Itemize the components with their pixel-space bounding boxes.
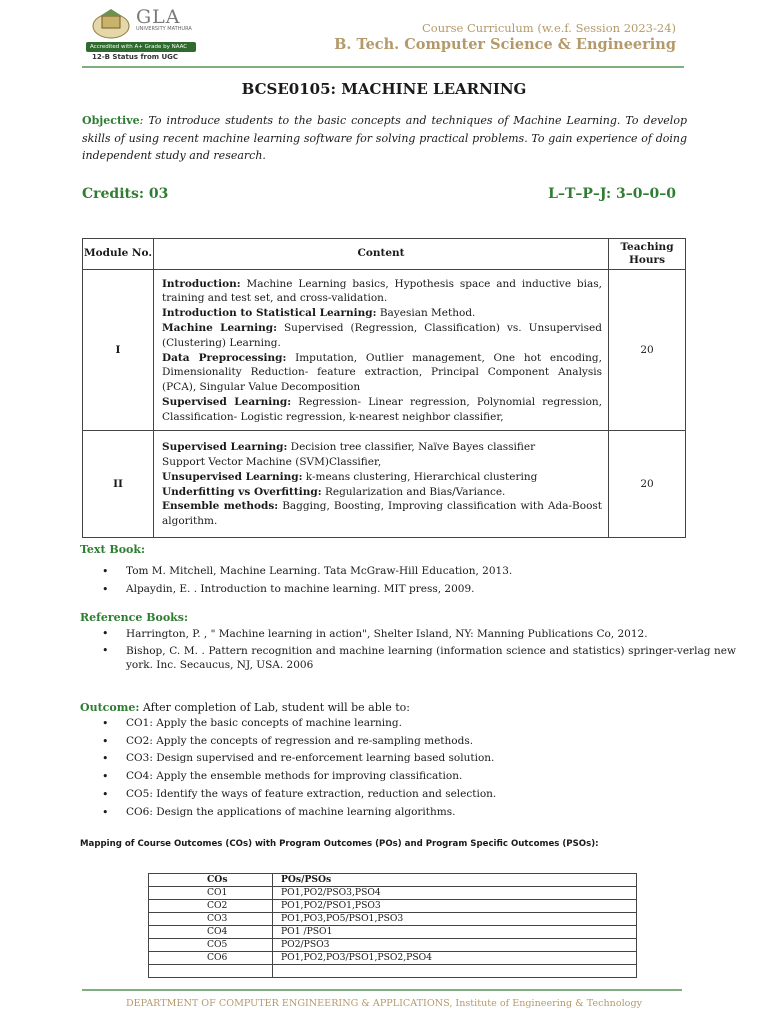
- outcome-label: Outcome:: [80, 701, 140, 714]
- hours-header: Teaching Hours: [609, 239, 686, 270]
- list-item: • CO4: Apply the ensemble methods for improving classification.: [126, 768, 736, 786]
- teaching-hours: 20: [609, 431, 686, 538]
- list-item: • CO3: Design supervised and re-enforcement learning based solution.: [126, 750, 736, 768]
- outcome-heading: [80, 701, 410, 714]
- cos-header: COs: [149, 874, 273, 887]
- text-book-heading: Text Book:: [80, 543, 146, 556]
- outcome-intro: After completion of Lab, student will be able to:: [139, 701, 411, 714]
- list-item: • CO2: Apply the concepts of regression and re-sampling methods.: [126, 733, 736, 751]
- logo-sub: UNIVERSITY MATHURA: [136, 26, 192, 32]
- table-row: CO2 PO1,PO2/PSO1,PSO3: [149, 900, 637, 913]
- reference-books-heading: Reference Books:: [80, 611, 189, 624]
- pos-header: POs/PSOs: [273, 874, 637, 887]
- table-row: [83, 431, 686, 538]
- credits: Credits: 03: [82, 186, 169, 202]
- objective-text: : To introduce students to the basic concepts and techniques of Machine Learning. To develop skills of using recent machine learning software for solving practical problems. To gain experience of doing independent study and research.: [82, 114, 687, 162]
- list-item: • CO6: Design the applications of machine learning algorithms.: [126, 804, 736, 822]
- university-logo: [86, 6, 204, 60]
- table-row: [149, 965, 637, 978]
- table-row: CO3 PO1,PO3,PO5/PSO1,PSO3: [149, 913, 637, 926]
- ugc-status: 12-B Status from UGC: [92, 53, 179, 61]
- table-row: [149, 874, 637, 887]
- ltpj: L–T–P–J: 3–0–0–0: [548, 186, 676, 202]
- logo-name: GLA: [136, 6, 181, 28]
- module-number: II: [83, 431, 154, 538]
- course-title: BCSE0105: MACHINE LEARNING: [241, 80, 527, 98]
- text-book-list: [80, 563, 736, 598]
- crest-icon: [88, 6, 134, 40]
- curriculum-session: Course Curriculum (w.e.f. Session 2023-24): [421, 21, 676, 35]
- naac-badge: Accredited with A+ Grade by NAAC: [86, 42, 196, 52]
- teaching-hours: 20: [609, 270, 686, 431]
- reference-books-list: [80, 627, 736, 675]
- header-rule: [82, 66, 684, 68]
- list-item: • Alpaydin, E. . Introduction to machine learning. MIT press, 2009.: [126, 581, 736, 599]
- list-item: • Harrington, P. , " Machine learning in action", Shelter Island, NY: Manning Publications Co, 2012.: [126, 627, 736, 642]
- table-row: CO6 PO1,PO2,PO3/PSO1,PSO2,PSO4: [149, 952, 637, 965]
- table-row: CO1 PO1,PO2/PSO3,PSO4: [149, 887, 637, 900]
- module-content: Introduction: Machine Learning basics, Hypothesis space and inductive bias, training and test set, and cross-validation. Introduction to Statistical Learning: Bayesian Method. Machine Learning: Supervised (Regression, Classification) vs. Unsupervised (Clustering) Learning. Data Preprocessing: Imputation, Outlier management, One hot encoding, Dimensionality Reduction- feature extraction, Principal Component Analysis (PCA), Singular Value Decomposition Supervised Learning: Regression- Linear regression, Polynomial regression, Classification- Logistic regression, k-nearest neighbor classifier,: [154, 270, 609, 431]
- list-item: • CO1: Apply the basic concepts of machine learning.: [126, 715, 736, 733]
- table-row: [83, 270, 686, 431]
- module-number: I: [83, 270, 154, 431]
- list-item: • Bishop, C. M. . Pattern recognition and machine learning (information science and statistics) springer-verlag new york. Inc. Secaucus, NJ, USA. 2006: [126, 644, 736, 673]
- program-name: B. Tech. Computer Science & Engineering: [334, 36, 676, 53]
- table-row: CO5 PO2/PSO3: [149, 939, 637, 952]
- footer-rule: [82, 989, 682, 991]
- module-table: [82, 238, 686, 538]
- table-row: CO4 PO1 /PSO1: [149, 926, 637, 939]
- module-content: Supervised Learning: Decision tree classifier, Naïve Bayes classifier Support Vector Machine (SVM)Classifier, Unsupervised Learning: k-means clustering, Hierarchical clustering Underfitting vs Overfitting: Regularization and Bias/Variance. Ensemble methods: Bagging, Boosting, Improving classification with Ada-Boost algorithm.: [154, 431, 609, 538]
- mapping-heading: Mapping of Course Outcomes (COs) with Program Outcomes (POs) and Program Specific Outcomes (PSOs):: [80, 839, 599, 849]
- footer-text: DEPARTMENT OF COMPUTER ENGINEERING & APPLICATIONS, Institute of Engineering & Technology: [125, 998, 643, 1009]
- objective-paragraph: [82, 112, 687, 165]
- mapping-table: [148, 873, 637, 978]
- list-item: • Tom M. Mitchell, Machine Learning. Tata McGraw-Hill Education, 2013.: [126, 563, 736, 581]
- content-header: Content: [154, 239, 609, 270]
- outcome-list: [80, 715, 736, 821]
- objective-label: Objective: [82, 114, 140, 127]
- list-item: • CO5: Identify the ways of feature extraction, reduction and selection.: [126, 786, 736, 804]
- module-header: Module No.: [83, 239, 154, 270]
